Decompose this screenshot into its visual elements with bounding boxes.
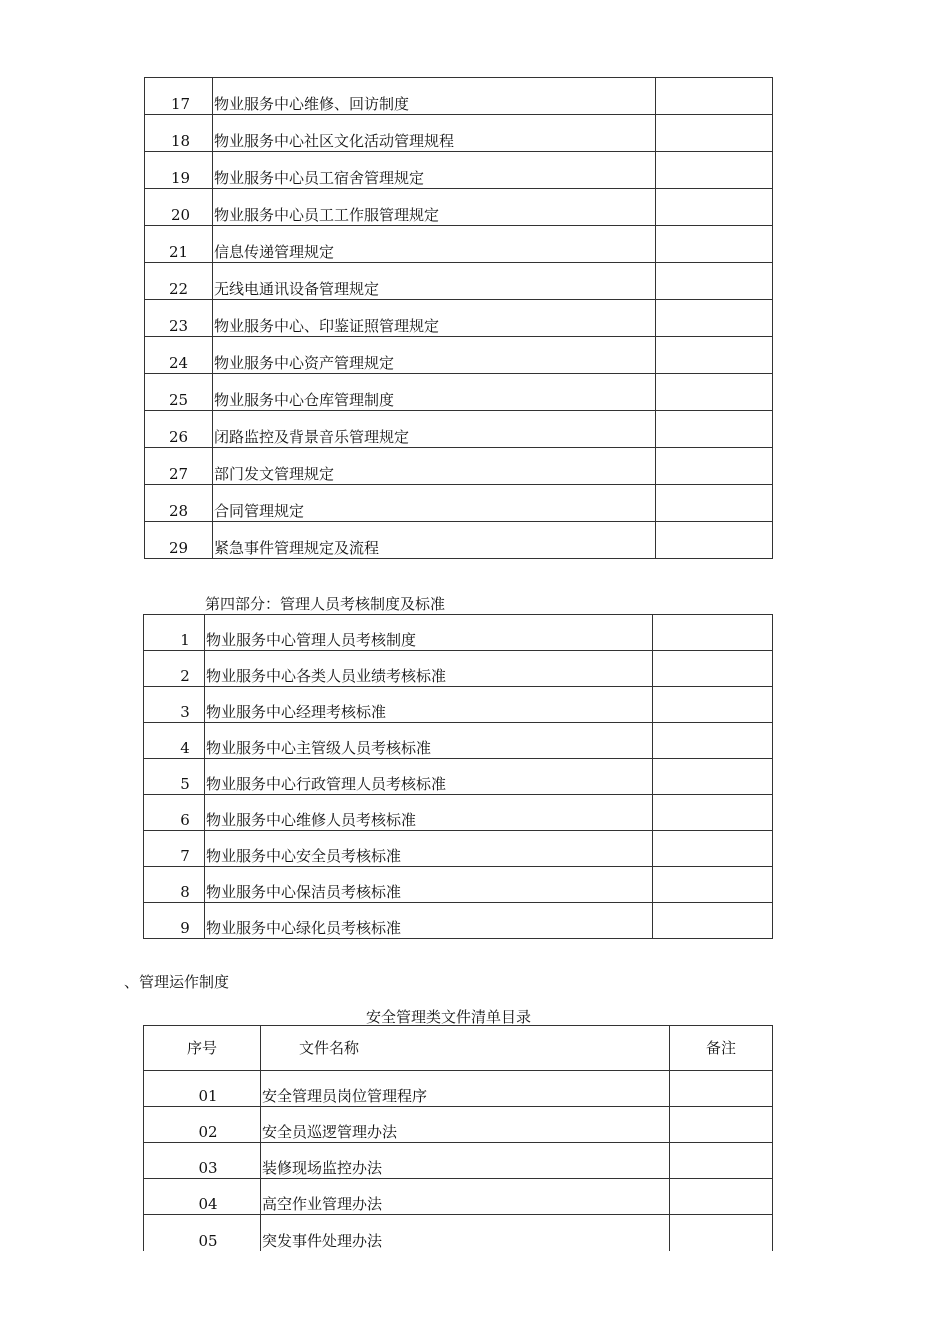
- row-document-name: 物业服务中心管理人员考核制度: [205, 615, 653, 651]
- row-note: [670, 1143, 773, 1179]
- row-document-name: 物业服务中心行政管理人员考核标准: [205, 759, 653, 795]
- row-number: 6: [144, 795, 205, 831]
- row-number: 24: [145, 337, 213, 374]
- safety-list-title: 安全管理类文件清单目录: [366, 1008, 532, 1026]
- table-row: [144, 1179, 773, 1215]
- row-document-name: 闭路监控及背景音乐管理规定: [213, 411, 656, 448]
- row-number: 05: [144, 1215, 261, 1251]
- row-number: 28: [145, 485, 213, 522]
- row-number: 02: [144, 1107, 261, 1143]
- table-row: [145, 115, 773, 152]
- header-serial-number: 序号: [144, 1026, 261, 1071]
- row-note: [656, 152, 773, 189]
- row-note: [656, 448, 773, 485]
- row-number: 18: [145, 115, 213, 152]
- table-row: [144, 903, 773, 939]
- table-row: [144, 1107, 773, 1143]
- row-number: 17: [145, 78, 213, 115]
- row-number: 20: [145, 189, 213, 226]
- row-note: [670, 1107, 773, 1143]
- row-number: 23: [145, 300, 213, 337]
- table-row: [145, 374, 773, 411]
- row-number: 9: [144, 903, 205, 939]
- row-number: 04: [144, 1179, 261, 1215]
- row-note: [656, 115, 773, 152]
- row-document-name: 信息传递管理规定: [213, 226, 656, 263]
- table-row: [145, 411, 773, 448]
- table-row: [145, 448, 773, 485]
- row-number: 01: [144, 1071, 261, 1107]
- row-document-name: 物业服务中心各类人员业绩考核标准: [205, 651, 653, 687]
- row-document-name: 物业服务中心保洁员考核标准: [205, 867, 653, 903]
- row-number: 21: [145, 226, 213, 263]
- row-number: 3: [144, 687, 205, 723]
- table-row: [144, 867, 773, 903]
- row-document-name: 物业服务中心员工宿舍管理规定: [213, 152, 656, 189]
- row-document-name: 物业服务中心安全员考核标准: [205, 831, 653, 867]
- row-number: 7: [144, 831, 205, 867]
- row-number: 29: [145, 522, 213, 559]
- row-document-name: 物业服务中心绿化员考核标准: [205, 903, 653, 939]
- table-row: [144, 759, 773, 795]
- table-row: [144, 687, 773, 723]
- row-note: [656, 485, 773, 522]
- row-document-name: 物业服务中心、印鉴证照管理规定: [213, 300, 656, 337]
- row-note: [653, 795, 773, 831]
- row-document-name: 物业服务中心资产管理规定: [213, 337, 656, 374]
- row-document-name: 物业服务中心维修人员考核标准: [205, 795, 653, 831]
- table-row: [145, 78, 773, 115]
- row-number: 27: [145, 448, 213, 485]
- row-note: [670, 1179, 773, 1215]
- table-row: [145, 263, 773, 300]
- header-note: 备注: [670, 1026, 773, 1071]
- row-note: [656, 522, 773, 559]
- table-row: [144, 795, 773, 831]
- row-document-name: 物业服务中心仓库管理制度: [213, 374, 656, 411]
- row-document-name: 突发事件处理办法: [261, 1215, 670, 1251]
- table-row: [144, 1143, 773, 1179]
- table-row: [145, 522, 773, 559]
- row-note: [656, 337, 773, 374]
- row-document-name: 物业服务中心维修、回访制度: [213, 78, 656, 115]
- row-number: 1: [144, 615, 205, 651]
- table-row: [145, 189, 773, 226]
- row-number: 5: [144, 759, 205, 795]
- row-document-name: 物业服务中心主管级人员考核标准: [205, 723, 653, 759]
- row-note: [670, 1071, 773, 1107]
- row-note: [656, 374, 773, 411]
- row-note: [656, 226, 773, 263]
- table-row: [145, 300, 773, 337]
- row-note: [653, 651, 773, 687]
- row-document-name: 紧急事件管理规定及流程: [213, 522, 656, 559]
- row-document-name: 部门发文管理规定: [213, 448, 656, 485]
- row-note: [653, 723, 773, 759]
- row-note: [653, 903, 773, 939]
- row-note: [656, 300, 773, 337]
- section-title: 、管理运作制度: [124, 973, 230, 991]
- regulation-table-part3: [144, 77, 773, 559]
- row-number: 8: [144, 867, 205, 903]
- header-document-name: 文件名称: [261, 1026, 670, 1071]
- row-note: [656, 189, 773, 226]
- row-document-name: 装修现场监控办法: [261, 1143, 670, 1179]
- row-number: 2: [144, 651, 205, 687]
- row-document-name: 安全管理员岗位管理程序: [261, 1071, 670, 1107]
- row-number: 4: [144, 723, 205, 759]
- row-number: 22: [145, 263, 213, 300]
- table-row: [145, 152, 773, 189]
- table-row: [145, 226, 773, 263]
- table-row: [145, 485, 773, 522]
- row-note: [656, 411, 773, 448]
- table-row: [144, 1215, 773, 1251]
- table-row: [145, 337, 773, 374]
- row-number: 19: [145, 152, 213, 189]
- row-document-name: 物业服务中心社区文化活动管理规程: [213, 115, 656, 152]
- row-document-name: 物业服务中心员工工作服管理规定: [213, 189, 656, 226]
- table-row: [144, 723, 773, 759]
- table-row: [144, 651, 773, 687]
- safety-file-list-table: [143, 1025, 773, 1251]
- table-header-row: [144, 1026, 773, 1071]
- part4-title: 第四部分：管理人员考核制度及标准: [205, 595, 446, 613]
- row-note: [653, 831, 773, 867]
- row-note: [670, 1215, 773, 1251]
- row-number: 25: [145, 374, 213, 411]
- row-document-name: 无线电通讯设备管理规定: [213, 263, 656, 300]
- row-note: [653, 867, 773, 903]
- row-note: [653, 615, 773, 651]
- row-note: [653, 687, 773, 723]
- row-document-name: 高空作业管理办法: [261, 1179, 670, 1215]
- table-row: [144, 831, 773, 867]
- row-number: 03: [144, 1143, 261, 1179]
- row-document-name: 安全员巡逻管理办法: [261, 1107, 670, 1143]
- table-row: [144, 615, 773, 651]
- assessment-standards-table: [143, 614, 773, 939]
- row-note: [656, 263, 773, 300]
- row-document-name: 物业服务中心经理考核标准: [205, 687, 653, 723]
- row-number: 26: [145, 411, 213, 448]
- row-note: [653, 759, 773, 795]
- table-row: [144, 1071, 773, 1107]
- row-document-name: 合同管理规定: [213, 485, 656, 522]
- row-note: [656, 78, 773, 115]
